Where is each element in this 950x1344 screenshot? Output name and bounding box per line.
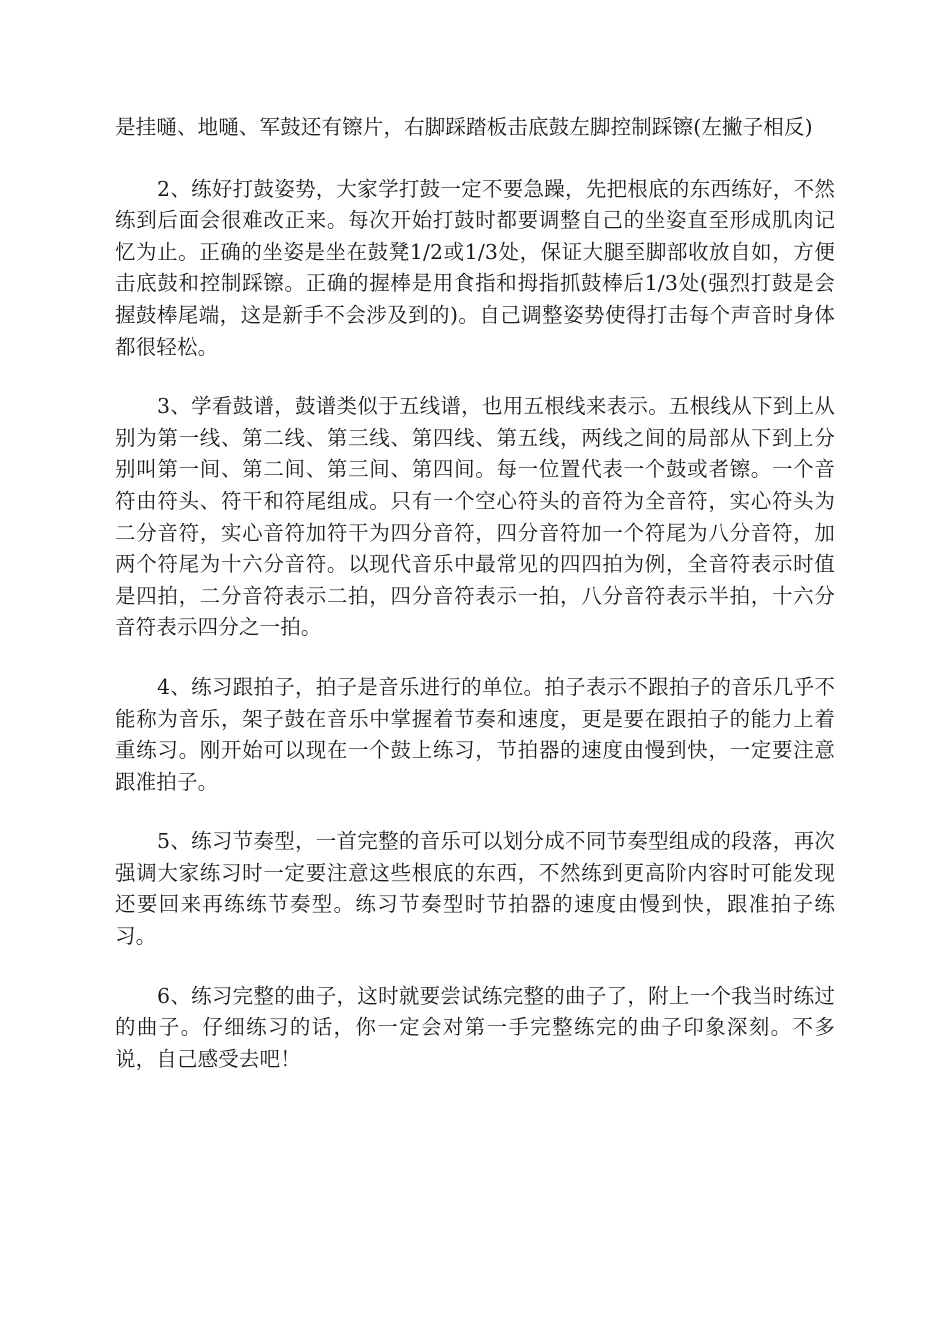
paragraph-step-5-rhythm: 5、练习节奏型，一首完整的音乐可以划分成不同节奏型组成的段落，再次强调大家练习时一定要注意这些根底的东西，不然练到更高阶内容时可能发现还要回来再练练节奏型。练习节奏型时节拍器的速度由慢到快，跟准拍子练习。 <box>115 829 835 949</box>
paragraph-continuation: 是挂嗵、地嗵、军鼓还有镲片，右脚踩踏板击底鼓左脚控制踩镲(左撇子相反) <box>115 115 813 139</box>
paragraph-step-4-beat: 4、练习跟拍子，拍子是音乐进行的单位。拍子表示不跟拍子的音乐几乎不能称为音乐，架子鼓在音乐中掌握着节奏和速度，更是要在跟拍子的能力上着重练习。刚开始可以现在一个鼓上练习，节拍器的速度由慢到快，一定要注意跟准拍子。 <box>115 674 835 794</box>
paragraph-step-3-drum-notation: 3、学看鼓谱，鼓谱类似于五线谱，也用五根线来表示。五根线从下到上从别为第一线、第二线、第三线、第四线、第五线，两线之间的局部从下到上分别叫第一间、第二间、第三间、第四间。每一位置代表一个鼓或者镲。一个音符由符头、符干和符尾组成。只有一个空心符头的音符为全音符，实心符头为二分音符，实心音符加符干为四分音符，四分音符加一个符尾为八分音符，加两个符尾为十六分音符。以现代音乐中最常见的四四拍为例，全音符表示时值是四拍，二分音符表示二拍，四分音符表示一拍，八分音符表示半拍，十六分音符表示四分之一拍。 <box>115 394 835 640</box>
paragraph-step-2-posture: 2、练好打鼓姿势，大家学打鼓一定不要急躁，先把根底的东西练好，不然练到后面会很难改正来。每次开始打鼓时都要调整自己的坐姿直至形成肌肉记忆为止。正确的坐姿是坐在鼓凳1/2或1/3处，保证大腿至脚部收放自如，方便击底鼓和控制踩镲。正确的握棒是用食指和拇指抓鼓棒后1/3处(强烈打鼓是会握鼓棒尾端，这是新手不会涉及到的)。自己调整姿势使得打击每个声音时身体都很轻松。 <box>115 176 835 359</box>
paragraph-step-6-full-song: 6、练习完整的曲子，这时就要尝试练完整的曲子了，附上一个我当时练过的曲子。仔细练习的话，你一定会对第一手完整练完的曲子印象深刻。不多说，自己感受去吧！ <box>115 983 835 1071</box>
document-page <box>115 112 835 1103</box>
